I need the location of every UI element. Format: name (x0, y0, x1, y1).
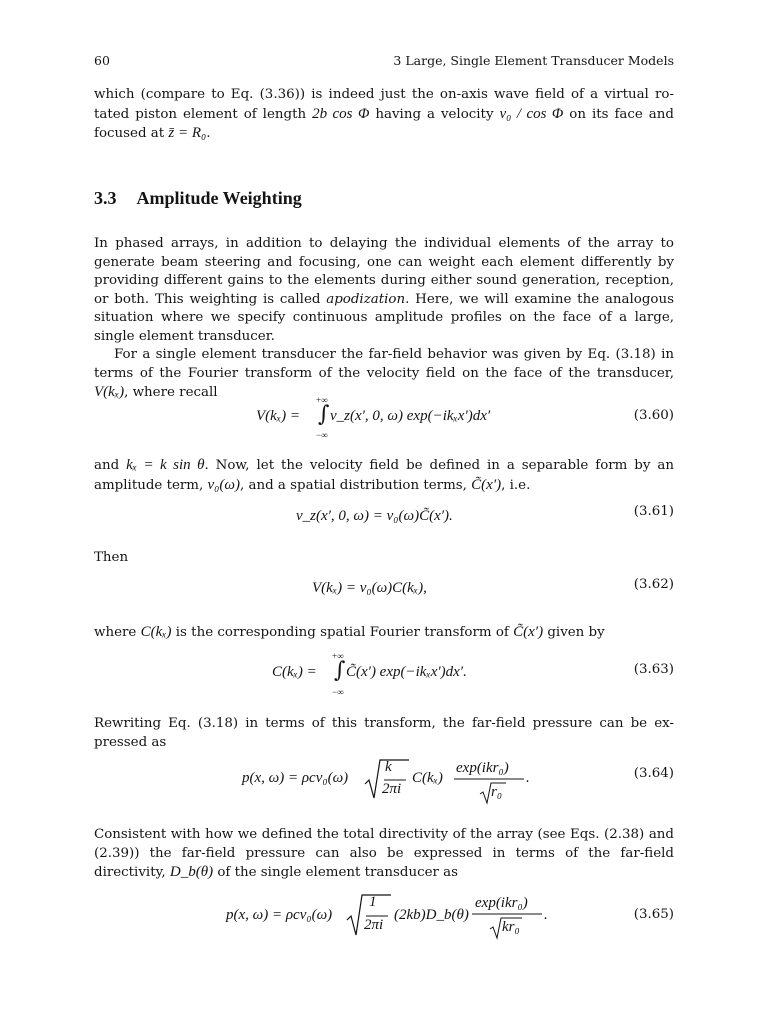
eq364-tail: . (526, 770, 530, 786)
intro-text-4: . (206, 126, 211, 142)
intro-text-2: having a velocity (369, 106, 500, 122)
intro-text-1: which (compare to Eq. (3.36)) is indeed just the on-axis wave field of a virtual ro-tated piston element of length (94, 87, 674, 122)
then-line: Then (94, 550, 129, 565)
eq362-body: V(kₓ) = v₀(ω)C(kₓ), (312, 580, 427, 596)
intro-math-focus: z̄ = R₀ (168, 125, 207, 142)
running-header (94, 53, 674, 71)
eq363-rhs: C̃(x′) exp(−ikₓx′)dx′. (346, 664, 467, 680)
eq365-mid: (2kb)D_b(θ) (394, 907, 469, 923)
section-number: 3.3 (94, 188, 117, 208)
eq360-rhs: v_z(x′, 0, ω) exp(−ikₓx′)dx′ (330, 408, 491, 424)
eq364-sqrt-denominator: 2πi (382, 781, 402, 797)
eq365-lhs: p(x, ω) = ρcv₀(ω) (226, 907, 333, 923)
para3-text-1: and (94, 458, 127, 473)
running-title: 3 Large, Single Element Transducer Models (393, 53, 674, 68)
para2-math-V: V(kₓ) (94, 384, 125, 401)
page-number: 60 (94, 53, 110, 68)
eq360-lower-limit: −∞ (316, 430, 328, 440)
para3-text-2: . Now, let the velocity field be defined in a separable form by an amplitude term, (94, 458, 674, 493)
eq364-sqrt-numerator: k (385, 759, 392, 775)
eq365-tail: . (544, 907, 548, 923)
para4-text-3: given by (543, 625, 605, 640)
para6-text-1: Consistent with how we defined the total directivity of the array (see Eqs. (2.38) and (2.39)) the far-field pressure can also be expressed in terms of the far-field directivity, (94, 827, 674, 881)
eq364-fraction-bar-icon (454, 778, 526, 806)
para3-math-v0: v₀(ω) (207, 476, 240, 493)
integral-sign-icon: ∫ (318, 402, 330, 427)
intro-text-3: on its face and focused at (94, 106, 674, 142)
para2-text-1: For a single element transducer the far-field behavior was given by Eq. (3.18) in terms of the Fourier transform of the velocity field on the face of the transducer, (94, 347, 674, 381)
paragraph-apodization (94, 235, 674, 347)
eq362-number: (3.62) (633, 577, 674, 592)
eq365-sqrt-numerator: 1 (369, 894, 377, 910)
paragraph-separable (94, 456, 674, 495)
para4-text-1: where (94, 625, 141, 640)
para4-math-Ctilde: C̃(x′) (513, 624, 544, 640)
eq364-lhs: p(x, ω) = ρcv₀(ω) (242, 770, 349, 786)
eq360-lhs: V(kₓ) = (256, 408, 300, 424)
integral-sign-icon: ∫ (334, 658, 346, 683)
paragraph-directivity (94, 826, 674, 883)
intro-math-velocity: v₀ / cos Φ (499, 105, 564, 122)
para6-math-D: D_b(θ) (169, 864, 214, 881)
eq363-lower-limit: −∞ (332, 687, 344, 697)
eq364-frac-numerator: exp(ikr₀) (456, 760, 509, 776)
eq360-upper-limit: +∞ (316, 395, 328, 405)
eq365-number: (3.65) (633, 907, 674, 922)
eq361-body: v_z(x′, 0, ω) = v₀(ω)C̃(x′). (296, 508, 453, 524)
section-heading (94, 188, 302, 209)
eq363-lhs: C(kₓ) = (272, 664, 317, 680)
para4-text-2: is the corresponding spatial Fourier transform of (171, 625, 514, 640)
eq361-number: (3.61) (633, 504, 674, 519)
para2-text-2: , where recall (124, 385, 218, 401)
paragraph-rewriting: Rewriting Eq. (3.18) in terms of this transform, the far-field pressure can be ex-pressed as (94, 716, 674, 750)
para6-text-2: of the single element transducer as (213, 865, 459, 881)
eq364-frac-denominator: r₀ (491, 784, 503, 800)
para3-text-3: , and a spatial distribution terms, (239, 477, 472, 493)
para4-math-C: C(kₓ) (140, 624, 172, 640)
eq364-mid: C(kₓ) (412, 770, 443, 786)
para3-math-C: C̃(x′) (471, 476, 502, 493)
eq360-number: (3.60) (633, 408, 674, 423)
eq363-number: (3.63) (633, 662, 674, 677)
intro-paragraph (94, 86, 674, 144)
eq364-number: (3.64) (633, 766, 674, 781)
eq365-frac-numerator: exp(ikr₀) (475, 895, 528, 911)
para3-text-4: , i.e. (501, 477, 531, 493)
section-title: Amplitude Weighting (136, 188, 302, 208)
paragraph-far-field (94, 346, 674, 403)
para1-text-1: In phased arrays, in addition to delaying the individual elements of the array to generate beam steering and focusing, one can weight each element differently by providing different gains to the elements during either sound generation, reception, or both. This weighting is called (94, 236, 674, 307)
eq363-upper-limit: +∞ (332, 651, 344, 661)
eq365-frac-denominator: kr₀ (502, 919, 520, 935)
apodization-term: apodization (326, 291, 406, 307)
para3-math-k: kₓ = k sin θ (126, 457, 205, 473)
eq365-sqrt-denominator: 2πi (364, 917, 384, 933)
intro-math-length: 2b cos Φ (312, 105, 370, 122)
para1-text-2: . Here, we will examine the analogous situation where we specify continuous amplitude profiles on the face of a large, single element transducer. (94, 291, 674, 344)
paragraph-fourier (94, 623, 674, 643)
